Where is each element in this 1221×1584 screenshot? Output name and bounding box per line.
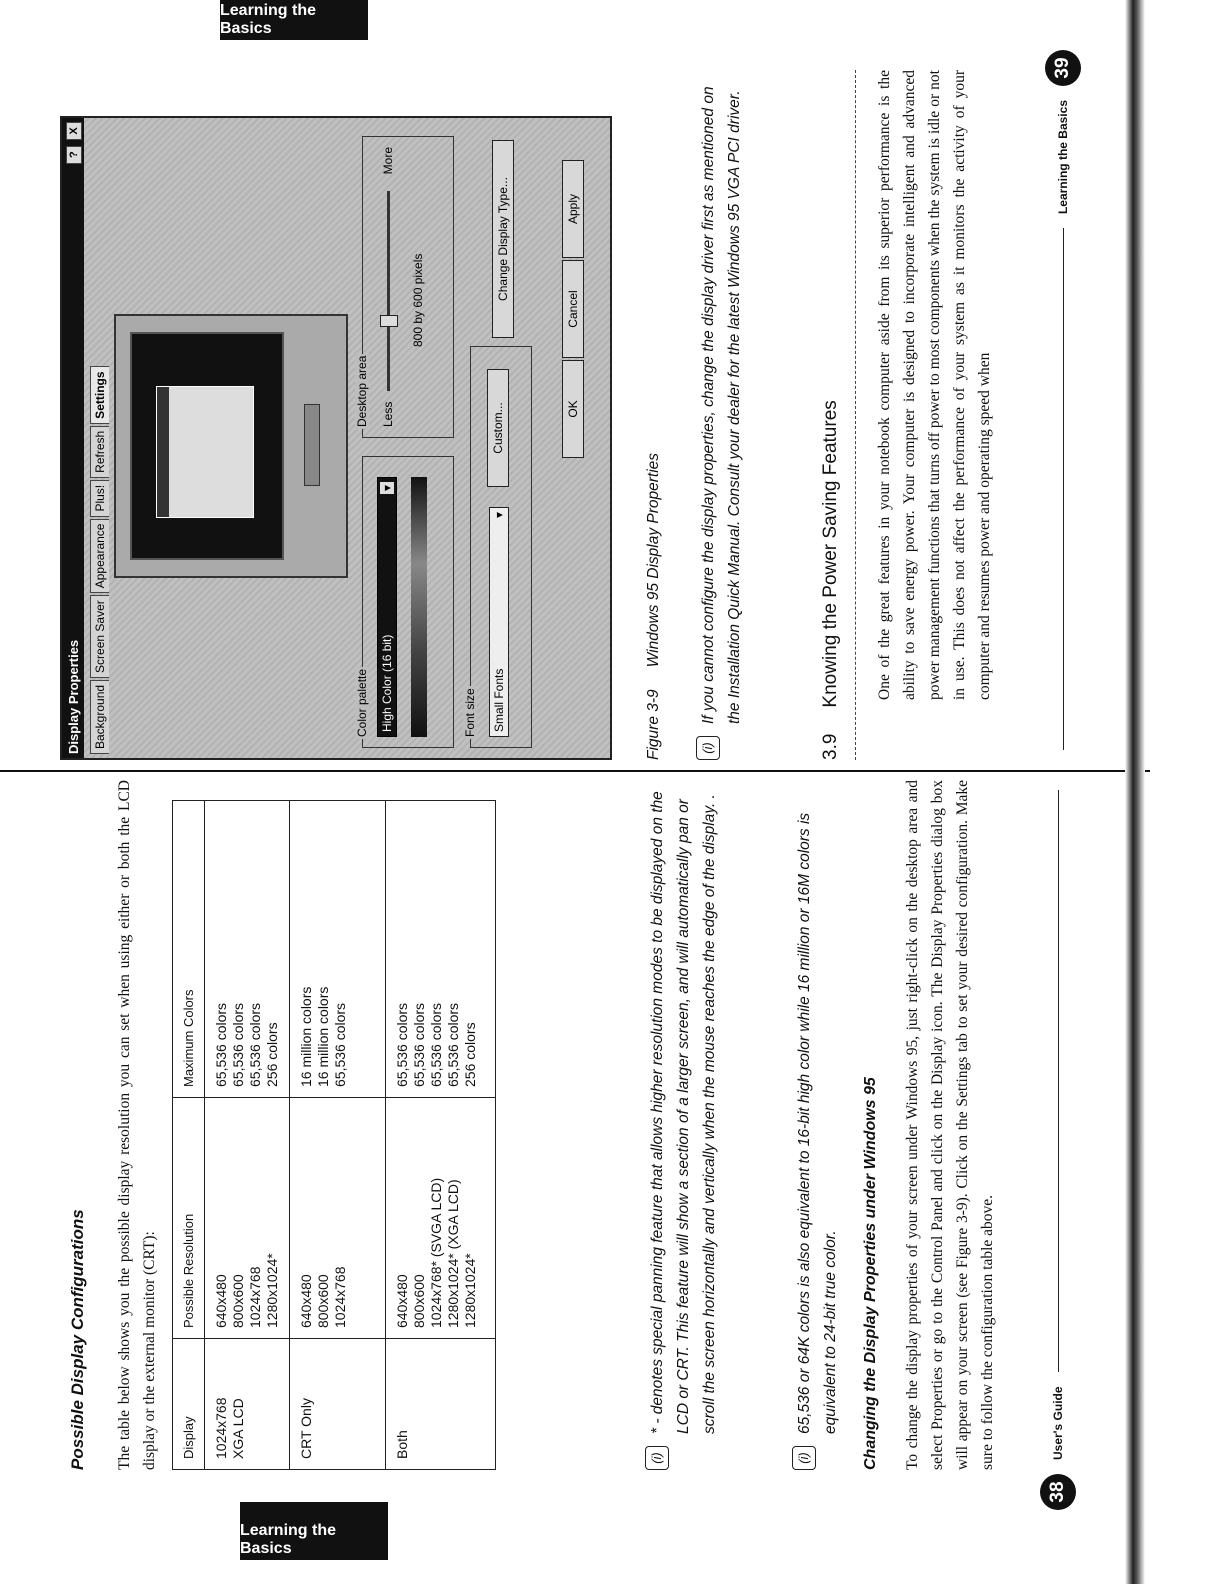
change-display-type-button[interactable]: Change Display Type... — [492, 140, 514, 338]
cell: 640x480 — [213, 1274, 229, 1328]
monitor-stand — [304, 404, 320, 486]
left-intro: The table below shows you the possible display resolution you can set when using either or both the LCD display or the external monitor (CRT): — [116, 780, 158, 1470]
table-row — [290, 801, 386, 1470]
table-row — [205, 801, 290, 1470]
driver-note-text: If you cannot configure the display properties, change the display driver first as mentioned on the Installation Quick Manual. Consult your dealer for the latest Windows 95 VGA PCI driver. — [700, 86, 743, 724]
footer-label: Learning the Basics — [1056, 100, 1070, 215]
cell: 1024x768 — [332, 1266, 348, 1328]
col-colors: Maximum Colors — [173, 801, 205, 1098]
page-number-38: 38 — [1040, 1474, 1076, 1510]
cell: 256 colors — [264, 1022, 280, 1087]
col-resolution: Possible Resolution — [173, 1098, 205, 1339]
desktop-area-group — [355, 136, 454, 438]
tab-settings[interactable]: Settings — [90, 366, 109, 423]
cell: Both — [394, 1430, 410, 1459]
desktop-area-value: 800 by 600 pixels — [411, 253, 425, 347]
font-size-select[interactable]: Small Fonts ▾ — [489, 507, 509, 737]
font-size-group — [463, 346, 532, 748]
monitor-preview — [114, 314, 348, 578]
page-number-39: 39 — [1045, 50, 1081, 86]
cell: 65,536 colors — [332, 1002, 348, 1087]
cell: CRT Only — [298, 1398, 314, 1459]
section-rule — [855, 70, 856, 760]
figure-title: Windows 95 Display Properties — [645, 452, 662, 668]
cell: 800x600 — [315, 1274, 331, 1328]
right-page — [60, 57, 1080, 760]
color-palette-select[interactable]: High Color (16 bit) ▾ — [377, 477, 397, 737]
figure-caption — [645, 453, 663, 760]
color-palette-label: Color palette — [355, 668, 369, 737]
help-button[interactable]: ? — [66, 146, 82, 164]
slider-thumb[interactable] — [380, 315, 398, 327]
panning-note-text: * - denotes special panning feature that allows higher resolution modes to be displayed on the LCD or CRT. This feature will show a section of a larger screen, and will automatically pan or scroll the screen horizontally and vertically when the mouse reaches the edge of the display. . — [649, 791, 718, 1434]
display-properties-dialog — [60, 116, 612, 760]
cell: 16 million colors — [315, 986, 331, 1087]
cell: 640x480 — [394, 1274, 410, 1328]
color-note — [792, 790, 844, 1470]
cell: 16 million colors — [298, 986, 314, 1087]
header-tab-left-label: Learning the Basics — [240, 1520, 388, 1560]
color-palette-group — [355, 456, 454, 748]
dialog-title: Display Properties — [65, 639, 81, 754]
cell: 65,536 colors — [213, 1002, 229, 1087]
display-config-table — [172, 800, 496, 1470]
chevron-down-icon: ▾ — [492, 512, 506, 519]
footer-label: User's Guide — [1051, 1386, 1065, 1460]
cell: XGA LCD — [230, 1398, 246, 1459]
cell: 256 colors — [462, 1022, 478, 1087]
more-label: More — [381, 147, 395, 175]
dialog-titlebar — [62, 118, 84, 758]
section-heading — [820, 60, 842, 760]
cell: 1024x768 — [213, 1397, 229, 1459]
monitor-screen — [130, 332, 284, 560]
driver-note — [696, 70, 748, 760]
cell: 65,536 colors — [411, 1002, 427, 1087]
font-size-label: Font size — [463, 688, 477, 737]
less-label: Less — [381, 401, 395, 427]
left-footer — [1040, 790, 1076, 1510]
page-divider — [0, 770, 1150, 772]
header-tab-right: Learning the Basics — [220, 0, 368, 40]
info-icon: (i) — [645, 1446, 669, 1470]
color-bar — [411, 477, 427, 737]
custom-button[interactable]: Custom... — [487, 369, 509, 487]
footer-rule — [1063, 228, 1064, 750]
tab-refresh[interactable]: Refresh — [90, 426, 109, 478]
dialog-tabs — [84, 118, 109, 758]
info-icon: (i) — [792, 1446, 816, 1470]
cell: 65,536 colors — [230, 1002, 246, 1087]
cell: 1280x1024* — [462, 1253, 478, 1328]
close-button[interactable]: X — [66, 122, 82, 140]
tab-plus[interactable]: Plus! — [90, 480, 109, 517]
cell: 800x600 — [411, 1274, 427, 1328]
right-body: One of the great features in your notebook computer aside from its superior performance is the ability to save energy power. Your computer is designed to incorporate intelligent and advanced power management functions that turns off power to most components when the system is idle or not in use. This does not affect the performance of your system as it monitors the activity of your computer and resumes power and operating speed when — [876, 70, 993, 700]
cell: 1024x768* (SVGA LCD) — [428, 1177, 444, 1328]
cell: 65,536 colors — [247, 1002, 263, 1087]
preview-window — [156, 386, 254, 518]
cell: 65,536 colors — [428, 1002, 444, 1087]
left-heading: Possible Display Configurations — [68, 1209, 87, 1470]
ok-button[interactable]: OK — [562, 360, 584, 458]
figure-number: Figure 3-9 — [645, 689, 662, 760]
section-number: 3.9 — [820, 733, 841, 760]
chevron-down-icon: ▾ — [380, 482, 394, 494]
left-body: To change the display properties of your screen under Windows 95, just right-click on the desktop area and select Properties or go to the Control Panel and click on the Display icon. The Display Properties dialog box will appear on your screen (see Figure 3-9). Click on the Settings tab to set your desired configuration. Make sure to follow the configuration table above. — [904, 780, 996, 1470]
tab-appearance[interactable]: Appearance — [90, 519, 109, 594]
cell: 640x480 — [298, 1274, 314, 1328]
col-display: Display — [173, 1339, 205, 1470]
left-page — [60, 775, 1070, 1503]
cell: 1280x1024* — [264, 1253, 280, 1328]
right-footer — [1045, 50, 1081, 750]
cancel-button[interactable]: Cancel — [562, 260, 584, 358]
section-title: Knowing the Power Saving Features — [820, 400, 841, 708]
apply-button[interactable]: Apply — [562, 160, 584, 258]
cell: 1280x1024* (XGA LCD) — [445, 1179, 461, 1328]
desktop-area-label: Desktop area — [355, 355, 369, 427]
info-icon: (i) — [696, 736, 720, 760]
left-subheading: Changing the Display Properties under Windows 95 — [862, 1077, 879, 1470]
resolution-slider[interactable] — [387, 191, 390, 391]
cell: 800x600 — [230, 1274, 246, 1328]
cell: 1024x768 — [247, 1266, 263, 1328]
footer-rule — [1058, 790, 1059, 1372]
scan-edge — [1125, 0, 1145, 1584]
table-row — [386, 801, 496, 1470]
cell: 65,536 colors — [445, 1002, 461, 1087]
cell: 65,536 colors — [394, 1002, 410, 1087]
panning-note — [645, 790, 723, 1470]
color-note-text: 65,536 or 64K colors is also equivalent to 16-bit high color while 16 million or 16M colors is equivalent to 24-bit true color. — [796, 812, 839, 1434]
preview-window-titlebar — [157, 387, 169, 517]
tab-screen-saver[interactable]: Screen Saver — [90, 595, 109, 678]
tab-background[interactable]: Background — [90, 680, 109, 754]
